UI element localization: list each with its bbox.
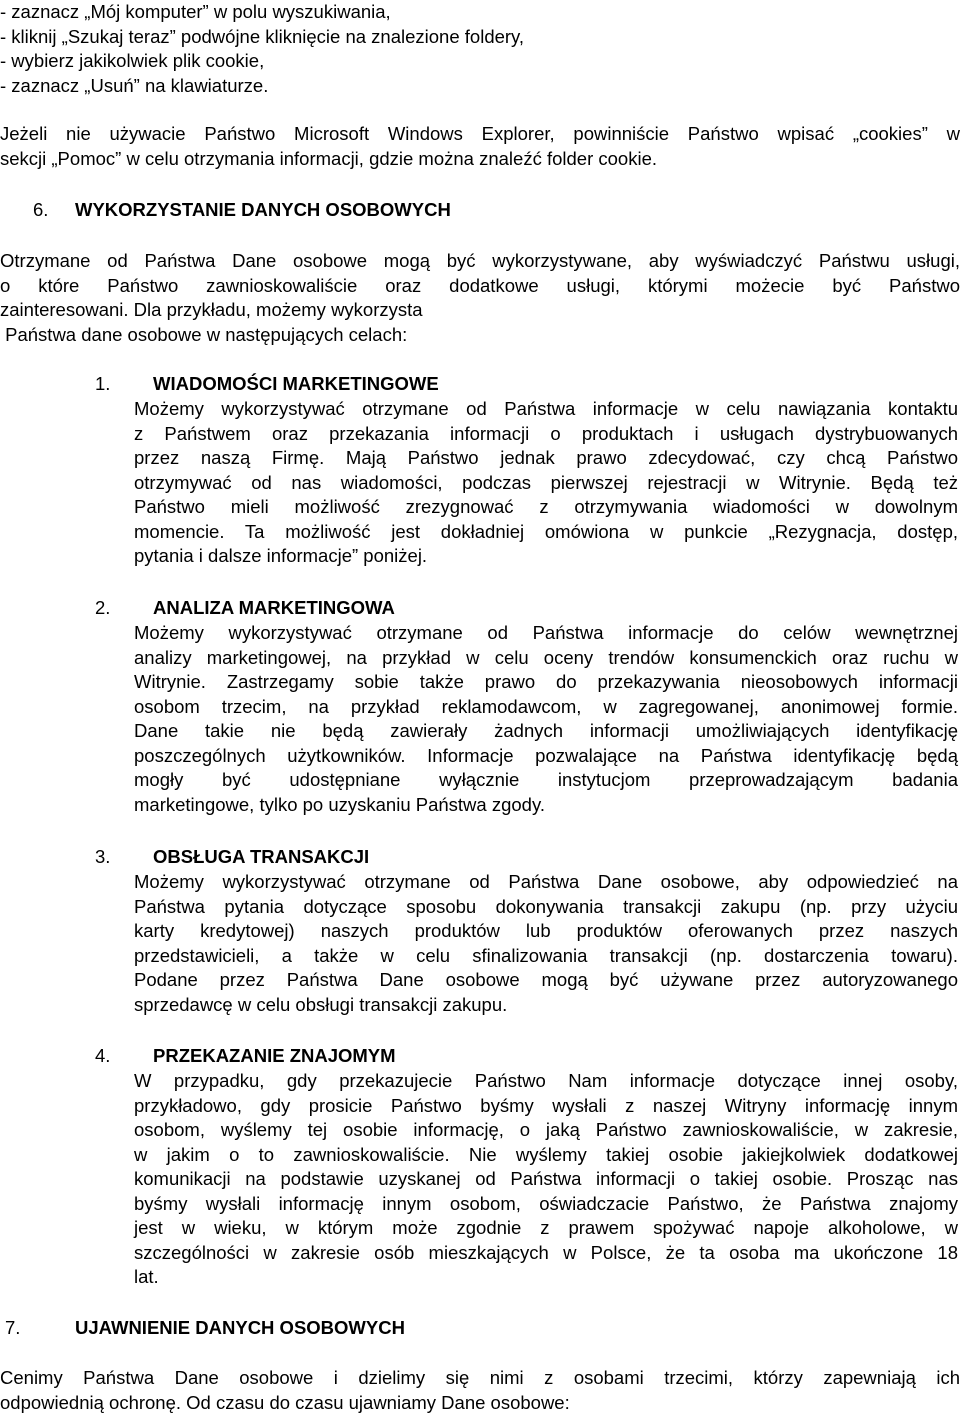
body-line: komunikacji na podstawie uzyskanej od Państwa informacji o takiej osobie. Prosząc nas (134, 1168, 958, 1189)
subsection-number: 3. (95, 846, 111, 867)
intro-bullet-list (0, 0, 524, 98)
paragraph-line: Państwa dane osobowe w następujących celach: (0, 323, 408, 345)
body-line: osobom trzecim, na przykład reklamodawcom, w zagregowanej, anonimowej formie. (134, 695, 958, 717)
body-line: Podane przez Państwa Dane osobowe mogą być używane przez autoryzowanego (134, 969, 958, 990)
intro-bullet: - zaznacz „Usuń” na klawiaturze. (0, 74, 269, 96)
subsection-title: PRZEKAZANIE ZNAJOMYM (153, 1045, 396, 1066)
body-line: Możemy wykorzystywać otrzymane od Państwa informacje do celów wewnętrznej (134, 622, 958, 643)
subsection-title: OBSŁUGA TRANSAKCJI (153, 846, 370, 867)
intro-bullet: - wybierz jakikolwiek plik cookie, (0, 50, 265, 71)
body-line: z Państwem oraz przekazania informacji o produktach i usługach dystrybuowanych (134, 422, 958, 444)
intro-bullet: - zaznacz „Mój komputer” w polu wyszukiwania, (0, 1, 391, 22)
body-line: Państwa pytania dotyczące sposobu dokonywania transakcji zakupu (np. przy użyciu (134, 895, 958, 917)
subsection-number: 2. (95, 597, 111, 618)
subsection-body-2 (134, 621, 958, 817)
paragraph-line: zainteresowani. Dla przykładu, możemy wykorzysta (0, 299, 423, 320)
subsection-heading-3 (95, 845, 369, 870)
body-line: analizy marketingowej, na przykład w celu oceny trendów konsumenckich oraz ruchu w (134, 646, 958, 668)
body-line: szczególności w zakresie osób mieszkających w Polsce, że ta osoba ma ukończone 18 (134, 1241, 958, 1263)
section-number: 7. (5, 1317, 21, 1338)
section-7-paragraph (0, 1366, 960, 1415)
body-line: przykładowo, gdy prosicie Państwo byśmy wysłali z naszej Witryny informację innym (134, 1094, 958, 1116)
paragraph-line: o które Państwo zawnioskowaliście oraz dodatkowe usługi, którymi możecie być Państwo (0, 274, 960, 296)
body-line: Dane takie nie będą zawierały żadnych informacji umożliwiających identyfikację (134, 720, 958, 741)
section-title: UJAWNIENIE DANYCH OSOBOWYCH (75, 1317, 405, 1338)
body-line: Możemy wykorzystywać otrzymane od Państwa informacje w celu nawiązania kontaktu (134, 398, 958, 419)
subsection-heading-1 (95, 372, 439, 397)
intro-bullet: - kliknij „Szukaj teraz” podwójne kliknięcie na znalezione foldery, (0, 25, 525, 47)
body-line: marketingowe, tylko po uzyskaniu Państwa zgody. (134, 793, 545, 815)
body-line: osobom, wyślemy tej osobie informację, o jaką Państwo zawnioskowaliście, w zakresie, (134, 1119, 958, 1140)
section-heading-7 (5, 1316, 405, 1341)
paragraph-line: Otrzymane od Państwa Dane osobowe mogą być wykorzystywane, aby wyświadczyć Państwu usługi, (0, 250, 960, 271)
body-line: poszczególnych użytkowników. Informacje pozwalające na Państwa identyfikację będą (134, 744, 958, 766)
subsection-heading-4 (95, 1044, 396, 1069)
subsection-title: WIADOMOŚCI MARKETINGOWE (153, 373, 439, 394)
body-line: otrzymywać od nas wiadomości, podczas pierwszej rejestracji w Witrynie. Będą też (134, 471, 958, 493)
paragraph-line: Jeżeli nie używacie Państwo Microsoft Windows Explorer, powinniście Państwo wpisać „cookies” w (0, 123, 960, 144)
subsection-title: ANALIZA MARKETINGOWA (153, 597, 395, 618)
body-line: sprzedawcę w celu obsługi transakcji zakupu. (134, 993, 508, 1015)
section-heading-6 (33, 198, 451, 223)
section-6-paragraph (0, 249, 960, 347)
subsection-body-4 (134, 1069, 958, 1290)
body-line: pytania i dalsze informacje” poniżej. (134, 545, 428, 566)
paragraph-line: sekcji „Pomoc” w celu otrzymania informacji, gdzie można znaleźć folder cookie. (0, 147, 658, 169)
body-line: przedstawicieli, a także w celu sfinalizowania transakcji (np. dostarczenia towaru). (134, 944, 958, 966)
paragraph-line: odpowiednią ochronę. Od czasu do czasu ujawniamy Dane osobowe: (0, 1391, 570, 1413)
subsection-heading-2 (95, 596, 395, 621)
body-line: jest w wieku, w którym może zgodnie z prawem spożywać napoje alkoholowe, w (134, 1217, 958, 1238)
body-line: w jakim o to zawnioskowaliście. Nie wyślemy takiej osobie jakiejkolwiek dodatkowej (134, 1143, 958, 1165)
body-line: momencie. Ta możliwość jest dokładniej omówiona w punkcie „Rezygnacja, dostęp, (134, 520, 958, 542)
body-line: przez naszą Firmę. Mają Państwo jednak prawo zdecydować, czy chcą Państwo (134, 447, 958, 468)
body-line: byśmy wysłali informację innym osobom, oświadczacie Państwo, że Państwa znajomy (134, 1192, 958, 1214)
body-line: lat. (134, 1266, 159, 1287)
body-line: Witrynie. Zastrzegamy sobie także prawo do przekazywania nieosobowych informacji (134, 671, 958, 692)
subsection-body-3 (134, 870, 958, 1017)
body-line: Państwo mieli możliwość zrezygnować z otrzymywania wiadomości w dowolnym (134, 496, 958, 517)
body-line: Możemy wykorzystywać otrzymane od Państwa Dane osobowe, aby odpowiedzieć na (134, 871, 958, 892)
body-line: W przypadku, gdy przekazujecie Państwo Nam informacje dotyczące innej osoby, (134, 1070, 958, 1091)
paragraph-line: Cenimy Państwa Dane osobowe i dzielimy się nimi z osobami trzecimi, którzy zapewniają ich (0, 1367, 960, 1388)
section-title: WYKORZYSTANIE DANYCH OSOBOWYCH (75, 199, 451, 220)
body-line: mogły być udostępniane wyłącznie instytucjom przeprowadzającym badania (134, 769, 958, 790)
intro-paragraph (0, 122, 960, 171)
subsection-body-1 (134, 397, 958, 569)
subsection-number: 4. (95, 1045, 111, 1066)
section-number: 6. (33, 199, 49, 220)
body-line: karty kredytowej) naszych produktów lub produktów oferowanych przez naszych (134, 920, 958, 941)
subsection-number: 1. (95, 373, 111, 394)
